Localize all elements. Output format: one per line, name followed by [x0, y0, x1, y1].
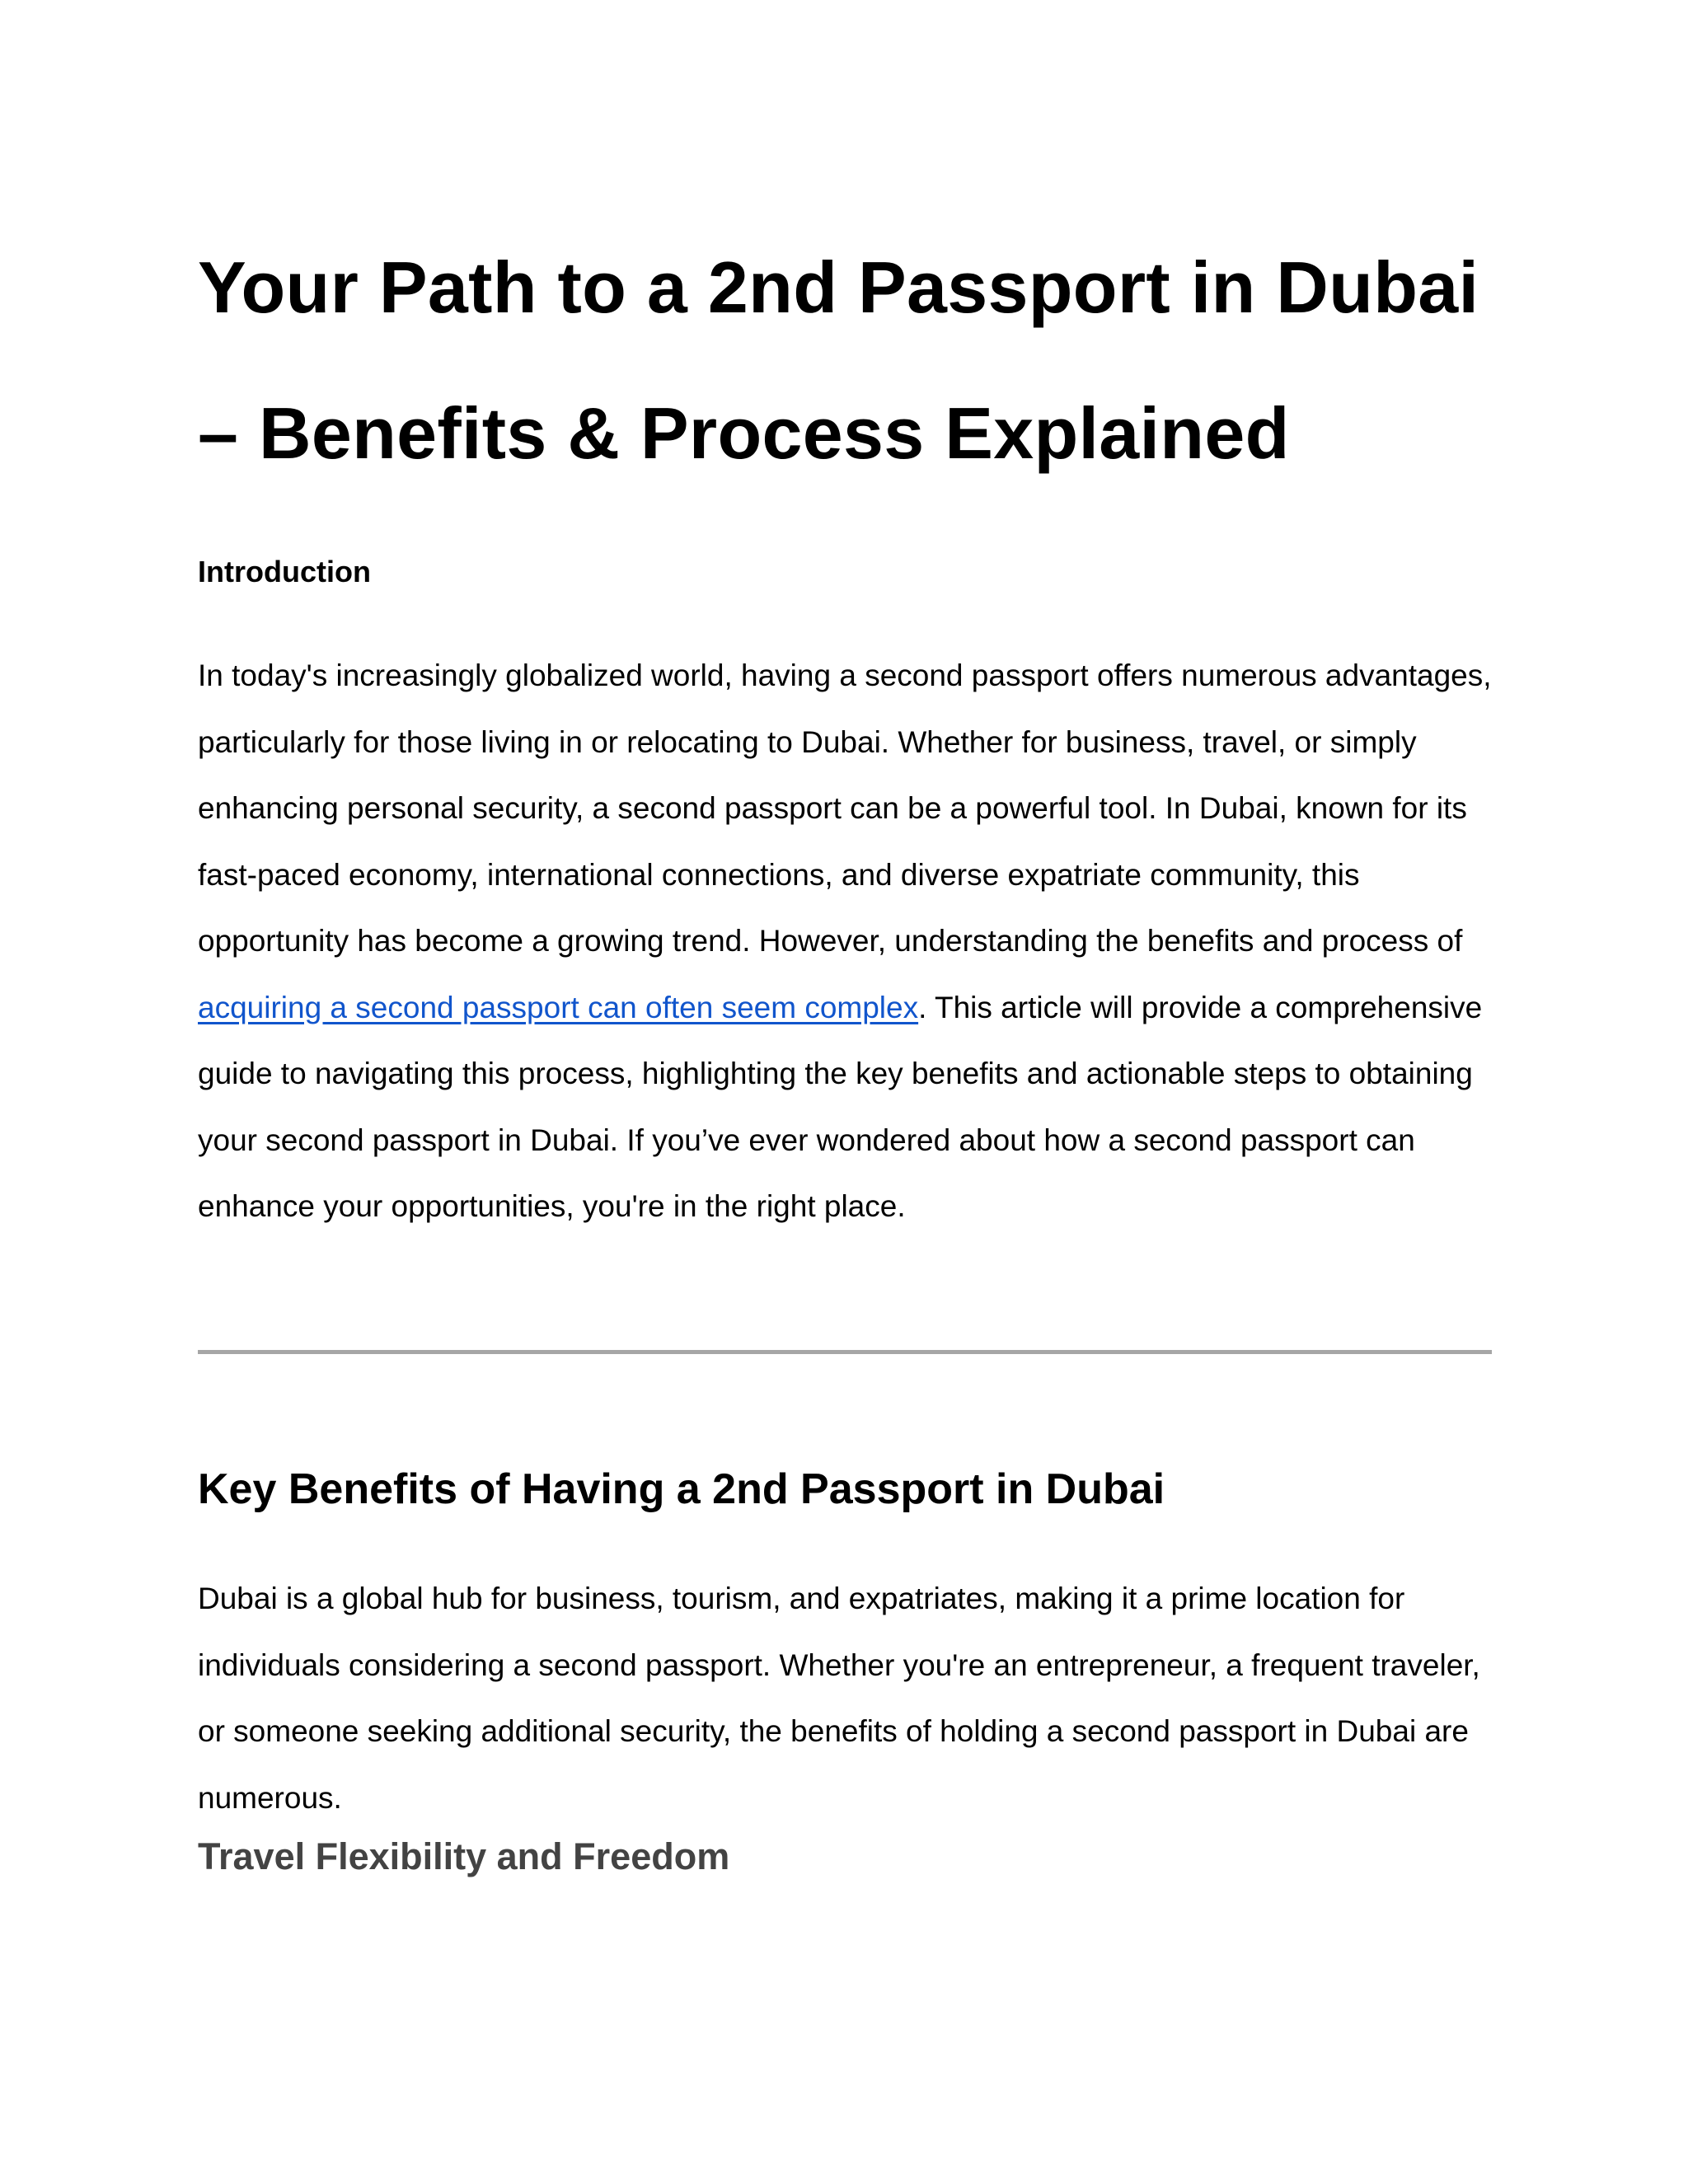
page-title-line-2: – Benefits & Process Explained	[198, 392, 1290, 474]
page-title	[198, 214, 1492, 506]
introduction-paragraph	[198, 643, 1500, 1240]
document-content	[198, 214, 1492, 1877]
introduction-text-end: . This article will provide a comprehensive guide to navigating this process, highlighting the key benefits and actionable steps to obtaining your second passport in Dubai. If you’ve ever wondered about how a second passport can enhance your opportunities, you're in the right place.	[198, 990, 1483, 1223]
travel-flexibility-heading: Travel Flexibility and Freedom	[198, 1835, 730, 1877]
introduction-text-start: In today's increasingly globalized world, having a second passport offers numerous advantages, particularly for those living in or relocating to Dubai. Whether for business, travel, or simply enhancing personal security, a second passport can be a powerful tool. In Dubai, known for its fast-paced economy, international connections, and diverse expatriate community, this opportunity has become a growing trend. However, understanding the benefits and process of	[198, 658, 1492, 958]
benefits-heading: Key Benefits of Having a 2nd Passport in Dubai	[198, 1465, 1165, 1513]
benefits-paragraph: Dubai is a global hub for business, tourism, and expatriates, making it a prime location for individuals considering a second passport. Whether you're an entrepreneur, a frequent traveler, or someone seeking additional security, the benefits of holding a second passport in Dubai are numerous.	[198, 1582, 1480, 1815]
section-divider	[198, 1350, 1492, 1354]
page-title-line-1: Your Path to a 2nd Passport in Dubai	[198, 246, 1479, 328]
second-passport-link[interactable]: acquiring a second passport can often seem complex	[198, 990, 919, 1024]
introduction-heading: Introduction	[198, 555, 371, 588]
